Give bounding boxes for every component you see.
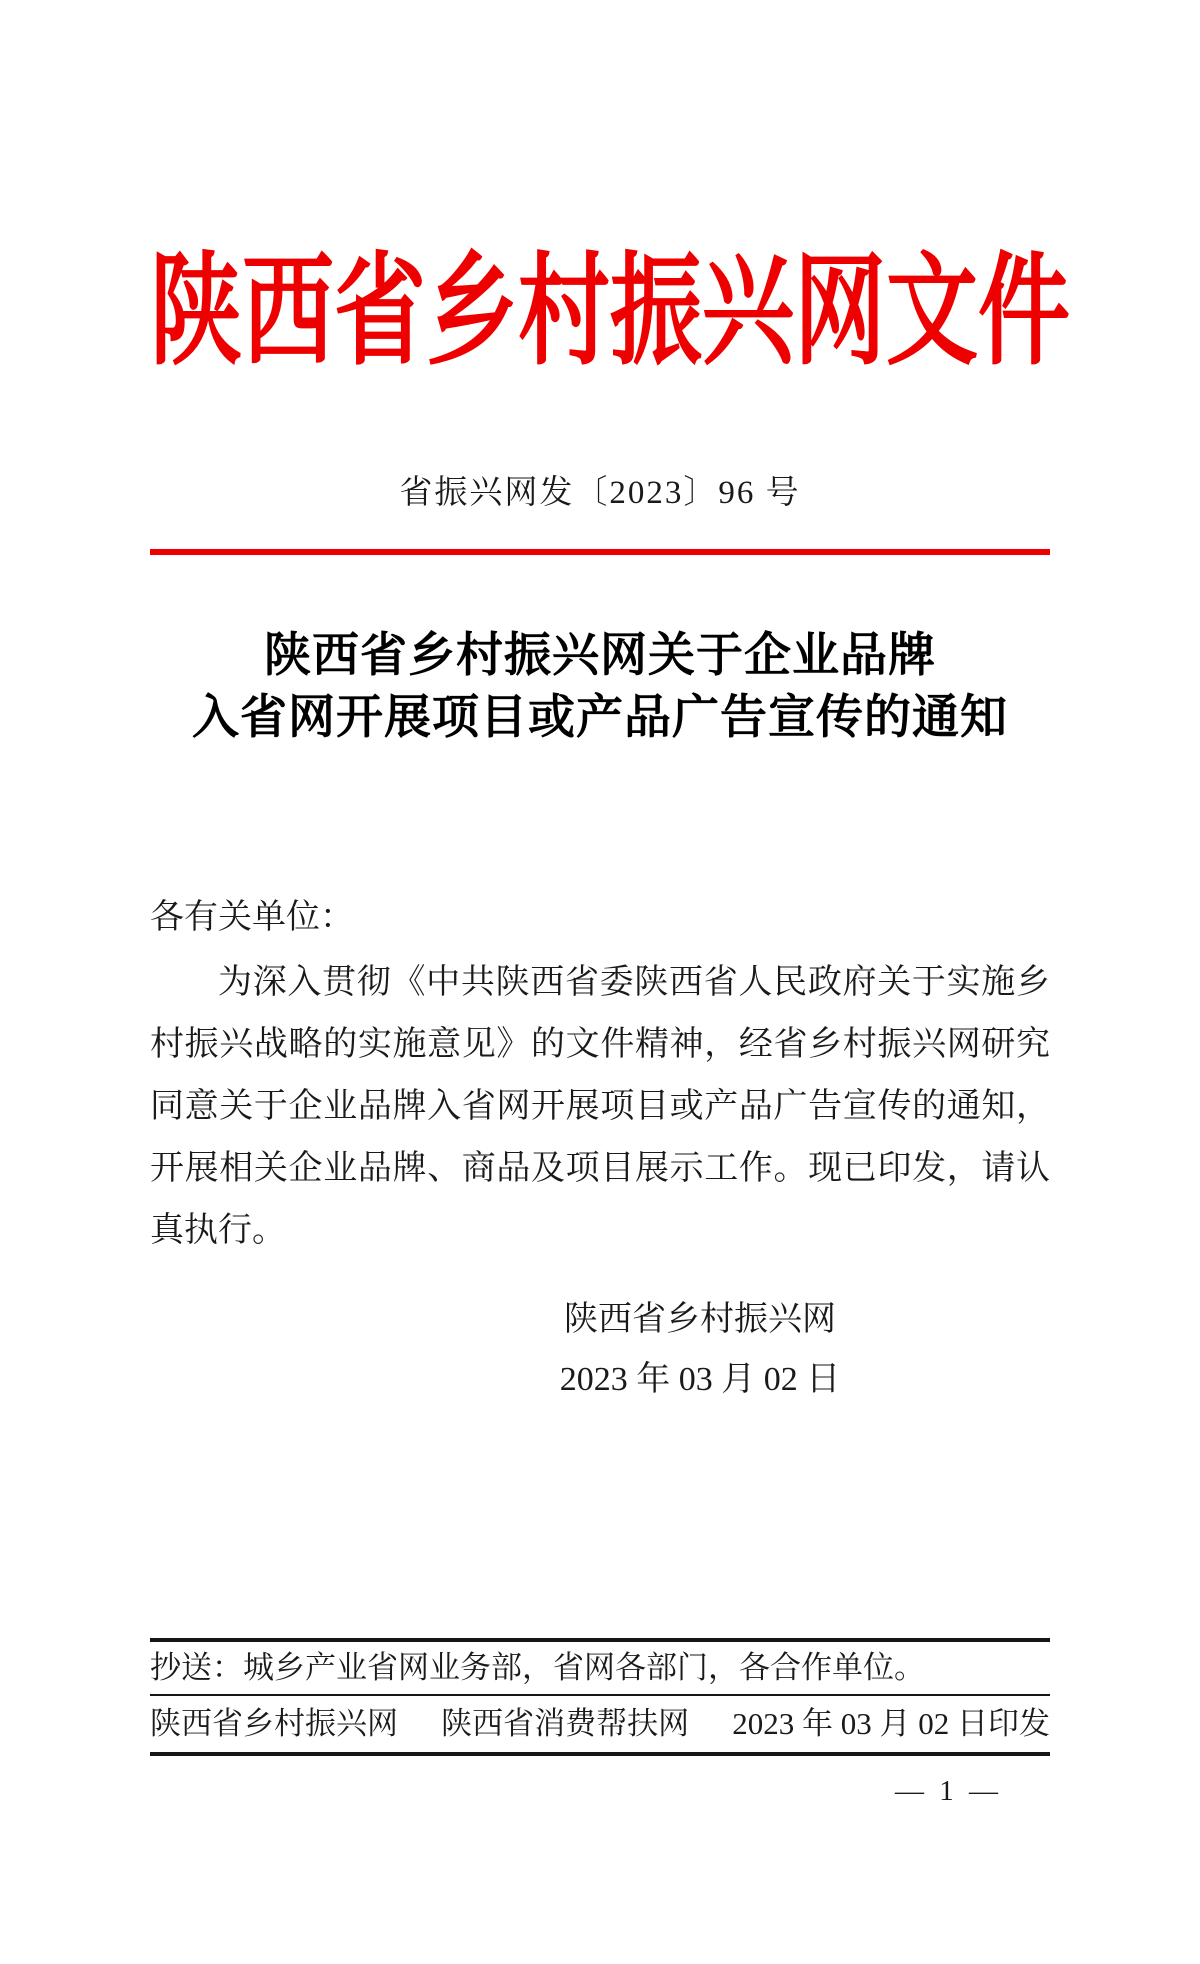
red-separator-line: [150, 549, 1050, 555]
imprint-row: [150, 1696, 1050, 1752]
document-title-line2: 入省网开展项目或产品广告宣传的通知: [192, 692, 1008, 744]
imprint-date: 2023 年 03 月 02 日印发: [732, 1706, 1050, 1741]
signature-block: [250, 1290, 1150, 1410]
footer-divider-bottom: [150, 1752, 1050, 1756]
imprint-org2: 陕西省消费帮扶网: [441, 1706, 690, 1741]
signature-org: 陕西省乡村振兴网: [564, 1301, 836, 1338]
salutation: 各有关单位：: [150, 899, 354, 936]
signature-date: 2023 年 03 月 02 日: [559, 1361, 841, 1398]
document-title: [150, 625, 1050, 749]
cc-line: 抄送：城乡产业省网业务部，省网各部门，各合作单位。: [150, 1650, 925, 1685]
document-page: [0, 244, 1200, 1964]
org-banner: 陕西省乡村振兴网文件: [150, 244, 1071, 380]
body-paragraph: 为深入贯彻《中共陕西省委陕西省人民政府关于实施乡村振兴战略的实施意见》的文件精神，经省乡村振兴网研究同意关于企业品牌入省网开展项目或产品广告宣传的通知，开展相关企业品牌、商品及项目展示工作。现已印发，请认真执行。: [150, 964, 1050, 1249]
doc-number: 省振兴网发〔2023〕96 号: [399, 475, 801, 511]
page-number: — 1 —: [895, 1775, 1002, 1807]
imprint-org1: 陕西省乡村振兴网: [150, 1706, 398, 1741]
document-footer: [150, 1638, 1050, 1808]
document-title-line1: 陕西省乡村振兴网关于企业品牌: [264, 630, 936, 682]
